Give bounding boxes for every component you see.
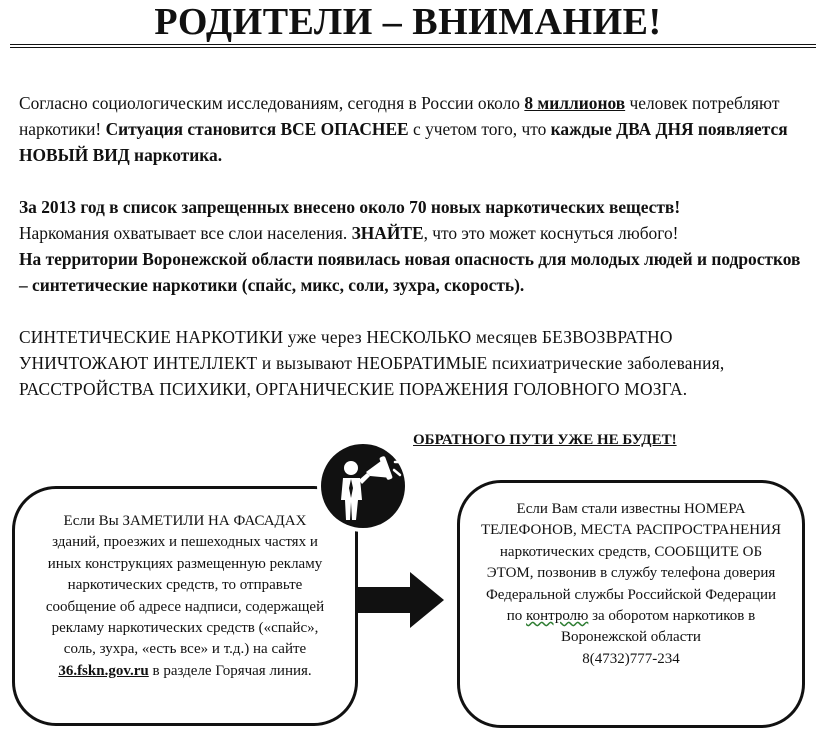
p2-line-voronezh: На территории Воронежской области появилась новая опасность для молодых людей и подростков – синтетические наркотики (спайс, микс, соли, зухра, скорость). [19,249,801,295]
p1-highlight-8-million: 8 миллионов [524,93,626,113]
p2-know-word: ЗНАЙТЕ [351,223,424,243]
hotline-box [457,480,805,728]
right-arrow-icon [352,572,446,628]
paragraph-statistics [19,90,809,168]
title-divider [10,44,816,48]
p1-text-2: человек потребляют наркотики! [19,93,780,139]
page-title: РОДИТЕЛИ – ВНИМАНИЕ! [154,1,662,43]
fskn-site-link[interactable]: 36.fskn.gov.ru [58,662,149,679]
facade-report-text: Если Вы ЗАМЕТИЛИ НА ФАСАДАХ зданий, проезжих и пешеходных частях и иных конструкциях размещенную рекламу наркотических средств, то отправьте сообщение об адресе надписи, содержащей рекламу наркотических средств («спайс», соль, зухра, «есть все» и т.д.) на сайте [45,513,325,658]
no-way-back-warning: ОБРАТНОГО ПУТИ УЖЕ НЕ БУДЕТ! [413,432,677,448]
p1-new-drug-phrase: каждые ДВА ДНЯ появляется НОВЫЙ ВИД наркотика. [19,119,788,165]
hotline-phone: 8(4732)777-234 [582,650,680,667]
p2-line-addiction [19,220,809,246]
p1-text-3: с учетом того, что [408,119,551,139]
p1-danger-phrase: Ситуация становится ВСЕ ОПАСНЕЕ [105,119,409,139]
facade-report-box [12,486,358,726]
p2-text-2: , что это может коснуться любого! [423,223,679,243]
facade-report-text-end: в разделе Горячая линия. [148,662,312,679]
megaphone-person-icon [315,438,411,534]
paragraph-new-substances [19,194,809,298]
p1-text-1: Согласно социологическим исследованиям, сегодня в России около [19,93,525,113]
hotline-text-2: за оборотом наркотиков в Воронежской области [561,608,756,646]
p2-text-1: Наркомания охватывает все слои населения. [19,223,352,243]
hotline-text-control: контролю [526,608,589,625]
paragraph-synthetic-drugs: СИНТЕТИЧЕСКИЕ НАРКОТИКИ уже через НЕСКОЛЬКО месяцев БЕЗВОЗВРАТНО УНИЧТОЖАЮТ ИНТЕЛЛЕКТ и вызывают НЕОБРАТИМЫЕ психиатрические заболевания, РАССТРОЙСТВА ПСИХИКИ, ОРГАНИЧЕСКИЕ ПОРАЖЕНИЯ ГОЛОВНОГО МОЗГА. [19,327,725,399]
hotline-text-1: Если Вам стали известны НОМЕРА ТЕЛЕФОНОВ, МЕСТА РАСПРОСТРАНЕНИЯ наркотических средств, СООБЩИТЕ ОБ ЭТОМ, позвонив в службу телефона доверия Федеральной службы Российской Федерации по [481,501,781,625]
p2-line-2013: За 2013 год в список запрещенных внесено около 70 новых наркотических веществ! [19,197,681,217]
